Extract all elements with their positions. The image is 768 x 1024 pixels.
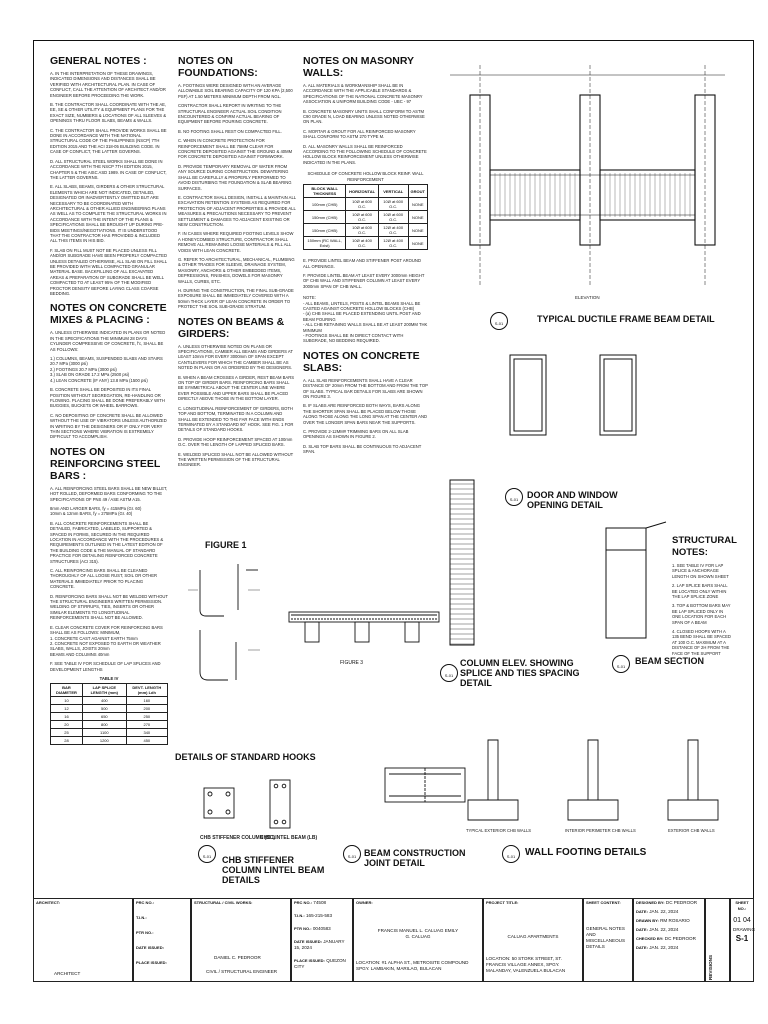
general-notes-paragraph: B. THE CONTRACTOR SHALL COORDINATE WITH THE AE, EE, SE & OTHER UTILITY & EQUIPMENT PLANS FOR THE EXACT SIZE, NUMBERS & LOCATIONS OF ALL SLEEVES & OPENINGS THRU FLOOR SLABS, BEAMS & WALLS.: [50, 102, 167, 124]
lap-splice-header: LAP SPLICE LENGTH (mm): [83, 684, 127, 697]
foundations-paragraph: G. REFER TO ARCHITECTURAL, MECHANICAL, PLUMBING & OTHER TRADES FOR SLEEVE, DRAINAGE SYSTEM, MASONRY, ANCHORS & OTHER EMBEDDED ITEMS, DEPRESSIONS, FINISHES, DOWELS FOR MASONRY WALLS, CURBS, ETC.: [178, 256, 295, 284]
figure-3-drawing: [285, 600, 445, 655]
chb-schedule-header: GROUT: [408, 185, 427, 198]
chb-schedule-cell: NONE: [408, 211, 427, 224]
structural-notes-paragraph: 3. TOP & BOTTOM BARS MAY BE LAP SPLICED ONLY IN ONE LOCATION FOR EACH SPAN OF A BEAM: [672, 603, 731, 625]
structural-notes-title: STRUCTURAL NOTES:: [672, 535, 737, 558]
reinforcing-notes-body: [50, 486, 168, 672]
foundations-paragraph: B. NO FOOTING SHALL REST ON COMPACTED FILL.: [178, 128, 282, 134]
table-row: [51, 721, 168, 729]
wall-footing-title: WALL FOOTING DETAILS: [525, 847, 647, 858]
chb-schedule-cell: NONE: [408, 237, 427, 250]
ductile-beam-title: TYPICAL DUCTILE FRAME BEAM DETAIL: [537, 314, 715, 324]
masonry-extra-paragraph: F. PROVIDE LINTEL BEAM AT LEAST EVERY 3000mm HEIGHT OF CHB WALL AND STIFFENER COLUMN AT LEAST EVERY 3000mm SPAN OF CHB WALL.: [303, 272, 425, 289]
lap-splice-cell: 12: [51, 705, 83, 713]
beams-body: [178, 344, 296, 468]
lap-splice-table: [50, 683, 168, 745]
figure-3-title: FIGURE 3: [340, 660, 364, 666]
beams-title: NOTES ON BEAMS & GIRDERS:: [178, 315, 285, 340]
slabs-paragraph: B. IF SLABS ARE REINFORCED BOTH WAYS, BARS ALONG THE SHORTER SPAN SHALL BE PLACED BELOW THOSE ALONG THOSE ALONG THE LONG SPAN AT THE CENTER AND OVER THE LONGER SPAN BARS NEAR THE SUPPORTS.: [303, 403, 428, 425]
figure-1-title: FIGURE 1: [205, 540, 247, 550]
masonry-title: NOTES ON MASONRY WALLS:: [303, 55, 414, 79]
general-notes-body: [50, 71, 168, 296]
beams-paragraph: A. UNLESS OTHERWISE NOTED ON PLANS OR SPECIFICATIONS, CAMBER ALL BEAMS AND GIRDERS AT LEAST 10mm FOR EVERY 3000mm OF SPAN EXCEPT CANTILEVERS FOR WHICH THE CAMBER SHALL BE AS NOTED IN PLANS OR AS ORDERED BY THE DESIGNERS.: [178, 343, 293, 371]
chb-schedule-header: BLOCK WALL THICKNESS: [304, 185, 346, 198]
lap-splice-cell: 28: [51, 737, 83, 745]
lap-splice-cell: 10: [51, 697, 83, 705]
foundations-paragraph: CONTRACTOR SHALL REPORT IN WRITING TO THE STRUCTURAL ENGINEER ACTUAL SOIL CONDITION ENCOUNTERED & CONFIRM ACTUAL BEARING OF EQUIPMENT BEFORE POURING CONCRETE.: [178, 103, 282, 125]
tb-structural: STRUCTURAL / CIVIL WORKS: DANIEL C. PEDROOR CIVIL / STRUCTURAL ENGINEER: [191, 898, 291, 982]
column-2: [178, 55, 296, 472]
concrete-notes-title: NOTES ON CONCRETE MIXES & PLACING :: [50, 302, 167, 327]
column-elev-drawing: [440, 470, 500, 655]
foundations-body: [178, 83, 296, 310]
tb-structural-license: PRC NO.: 74508 T.I.N.: 165-215-583 PTR NO.: 0040583 DATE ISSUED: JANUARY 15, 2024 PLACE ISSUED: QUEZON CITY: [291, 898, 353, 982]
chb-schedule-title: SCHEDULE OF CONCRETE HOLLOW BLOCK REINF. WALL REINFORCEMENT: [307, 171, 424, 182]
standard-hooks-title: DETAILS OF STANDARD HOOKS: [175, 752, 316, 762]
chb-schedule-cell: 10Ø at 400 O.C.: [346, 237, 379, 250]
column-3: [303, 55, 428, 459]
elevation-label: ELEVATION: [575, 295, 600, 300]
tb-signatories: DESIGNED BY: DC PEDROOR DATE: JAN. 22, 2024 DRAWN BY: RM ROSARIO DATE: JAN. 22, 2024 CHECKED BY: DC PEDROOR DATE: JAN. 22, 2024: [633, 898, 705, 982]
table-row: [51, 713, 168, 721]
table-row: [304, 198, 428, 211]
column-1: [50, 55, 168, 745]
detail-tag-3: [490, 312, 508, 330]
wall-footing-drawing: [458, 720, 743, 830]
foundations-paragraph: C. WHEN IN CONCRETE PROTECTION FOR REINFORCEMENT SHALL BE 75MM CLEAR FOR CONCRETE DEPOSITED AGAINST THE GROUND & 40MM FOR CONCRETE DEPOSITED AGAINST FORMWORK.: [178, 138, 293, 160]
detail-tag-ref: S-01: [347, 854, 357, 859]
chb-schedule-cell: NONE: [408, 198, 427, 211]
chb-lintel-label: CHB LINTEL BEAM (LB): [260, 835, 318, 841]
foundations-paragraph: A. FOOTINGS WERE DESIGNED WITH AN AVERAGE ALLOWABLE SOIL BEARING CAPACITY OF 120 KPA (2,500 PSF) AT 1.50 METERS MINIMUM DEPTH FROM NGL.: [178, 83, 293, 99]
slabs-body: [303, 378, 428, 455]
structural-notes: [672, 535, 737, 660]
chb-schedule-cell: 10Ø at 600 O.C.: [378, 198, 408, 211]
concrete-notes-body: [50, 330, 168, 439]
beam-sections-drawing: [500, 345, 660, 455]
concrete-notes-paragraph: B. CONCRETE SHALL BE DEPOSITED IN ITS FINAL POSITION WITHOUT SEGREGATION, RE-HANDLING OR FLOWING. PLACING SHALL BE DONE PREFERABLY WITH BUGGIES, BUCKETS OR WHEEL BARROWS.: [50, 387, 165, 409]
lap-splice-cell: 16: [51, 713, 83, 721]
title-block: [33, 898, 754, 982]
general-notes-paragraph: C. THE CONTRACTOR SHALL PROVIDE WORKS SHALL BE DONE IN ACCORDANCE WITH THE NATIONAL STRUCTURAL CODE OF THE PHILIPPINES (NSCP) 7TH EDITION 2015 AND THE ACI 318-05 BUILDING CODE. IN CASE OF CONFLICT, THE LATTER GOVERNS.: [50, 127, 167, 155]
detail-tag-7: [502, 845, 520, 863]
detail-tag-ref: S-01: [494, 321, 504, 326]
reinforcing-notes-title: NOTES ON REINFORCING STEEL BARS :: [50, 445, 161, 482]
reinforcing-notes-paragraph: D. REINFORCING BARS SHALL NOT BE WELDED WITHOUT THE STRUCTURAL ENGINEERS WRITTEN PERMISSION. WELDING OF STIRRUPS, TIES, INSERTS OR OTHER SIMILAR ELEMENTS TO LONGITUDINAL REINFORCEMENTS SHALL NOT BE ALLOWED.: [50, 593, 168, 621]
slabs-paragraph: D. SLAB TOP BARS SHALL BE CONTINUOUS TO ADJACENT SPAN.: [303, 443, 422, 455]
column-elev-title: COLUMN ELEV. SHOWING SPLICE AND TIES SPACING DETAIL: [460, 658, 580, 688]
chb-schedule-cell: 150mm (CHB): [304, 224, 346, 237]
detail-tag-6: [612, 655, 630, 673]
table-row: [304, 237, 428, 250]
foundations-paragraph: D. PROVIDE TEMPORARY REMOVAL OF WATER FROM ANY SOURCE DURING CONSTRUCTION. DEWATERING SHALL BE CAREFULLY & PROPERLY PERFORMED TO AVOID DISTURBING THE FOUNDATION & SLAB BEARING SURFACES.: [178, 163, 292, 191]
general-notes-paragraph: D. ALL STRUCTURAL STEEL WORKS SHALL BE DONE IN ACCORDANCE WITH THE NSCP 7TH EDITION 2015, CHAPTER 5 & THE AISC ASD 1989. IN CASE OF CONFLICT, THE LATTER GOVERNS.: [50, 158, 167, 180]
detail-tag-ref: S-01: [444, 673, 454, 678]
figure-1-drawing: [178, 550, 298, 690]
tb-owner: OWNER: FRANCIS MANUEL L. CALUAG EMILY G. CALUAG LOCATION: #1 ALPHA ST., METROSITE COMPOUND SPGY. LAMBAKIN, MARILAO, BULACAN: [353, 898, 483, 982]
ductile-beam-drawing: [440, 55, 730, 300]
chb-schedule-header: HORIZONTAL: [346, 185, 379, 198]
chb-schedule-cell: 10Ø at 600 O.C.: [378, 211, 408, 224]
table-row: [304, 211, 428, 224]
ext-wall-label: EXTERIOR CHB WALLS: [668, 828, 715, 833]
chb-schedule-cell: 100mm (CHB): [304, 198, 346, 211]
concrete-notes-paragraph: A. UNLESS OTHERWISE INDICATED IN PLANS OR NOTED IN THE SPECIFICATIONS THE MINIMUM 28 DAYS CYLINDER COMPRESSIVE OF CONCRETE, f'c, SHALL BE AS FOLLOWS:: [50, 330, 166, 352]
beams-paragraph: E. WELDED SPLICED SHALL NOT BE ALLOWED WITHOUT THE WRITTEN PERMISSION OF THE STRUCTURAL ENGINEER.: [178, 451, 294, 468]
general-notes-paragraph: F. SLAB ON FILL MUST NOT BE PLACED UNLESS FILL AND/OR SUBGRADE HAVE BEEN PROPERLY COMPACTED UNLESS DETAILED OTHERWISE, ALL SLAB ON FILL SHALL BE PROVIDED WITH WELL COMPACTED GRANULAR MATERIAL BASE. BACKFILLING OF ALL EXCAVATED AREAS & PREPARATION OF SUBGRADE SHALL BE WELL COMPACTED TO AT LEAST 95% OF THE MODIFIED PROCTOR DENSITY BEFORE LAYING CLASS COARSE BEDDING.: [50, 247, 167, 297]
chb-schedule-cell: 150mm (CHB): [304, 211, 346, 224]
detail-tag-ref: S-01: [506, 854, 516, 859]
chb-stiffener-drawing: [200, 778, 318, 843]
lap-splice-cell: 800: [83, 721, 127, 729]
chb-schedule-cell: 12Ø at 400 O.C.: [378, 224, 408, 237]
chb-stiffener-label: CHB STIFFENER COLUMN (SC): [200, 835, 275, 841]
chb-schedule-cell: 12Ø at 400 O.C.: [378, 237, 408, 250]
lap-splice-cell: 1200: [83, 737, 127, 745]
reinforcing-notes-paragraph: F. SEE TABLE IV FOR SCHEDULE OF LAP SPLICES AND DEVELOPMENT LENGTHS: [50, 661, 161, 672]
detail-tag-4: [505, 488, 523, 506]
detail-tag-2: [343, 845, 361, 863]
tb-sheet-content: SHEET CONTENT: GENERAL NOTES AND MISCELLANEOUS DETAILS: [583, 898, 633, 982]
chb-lintel-detail-title: CHB STIFFENER COLUMN LINTEL BEAM DETAILS: [222, 855, 325, 885]
typical-ext-label: TYPICAL EXTERIOR CHB WALLS: [466, 828, 532, 833]
chb-schedule-cell: NONE: [408, 224, 427, 237]
detail-tag-1: [198, 845, 216, 863]
detail-tag-ref: S-01: [616, 664, 626, 669]
structural-notes-paragraph: 1. SEE TABLE IV FOR LAP SPLICE & ANCHORAGE LENGTH ON SHOWN SHEET: [672, 563, 729, 579]
tb-architect-license: PRC NO.: T.I.N.: PTR NO.: DATE ISSUED: PLACE ISSUED:: [133, 898, 191, 982]
table-row: [51, 705, 168, 713]
general-notes-title: GENERAL NOTES :: [50, 55, 147, 67]
masonry-extra: [303, 258, 428, 289]
tb-architect: ARCHITECT: ARCHITECT: [33, 898, 133, 982]
slabs-paragraph: A. ALL SLAB REINFORCEMENTS SHALL HAVE A CLEAR DISTANCE OF 20mm FROM THE BOTTOM AND FROM THE TOP OF SLABS. TYPICAL BAR DETAILS FOR SLABS ARE SHOWN ON FIGURE 3.: [303, 377, 428, 399]
lap-splice-header: BAR DIAMETER: [51, 684, 83, 697]
beams-paragraph: B. WHEN A BEAM CROSSES A GIRDER, REST BEAM BARS ON TOP OF GIRDER BARS. REINFORCING BARS SHALL BE SYMMETRICAL ABOUT THE CENTER LINE WHERE EVER POSSIBLE AND UPPER BARS SHALL BE PLACED DIRECTLY ABOVE THOSE IN THE BOTTOM LAYER.: [178, 374, 295, 402]
door-window-drawing: [600, 520, 670, 645]
table-row: [51, 737, 168, 745]
lap-splice-cell: 25: [51, 729, 83, 737]
masonry-extra-paragraph: E. PROVIDE LINTEL BEAM AND STIFFENER POST AROUND ALL OPENINGS.: [303, 258, 421, 269]
masonry-paragraph: B. CONCRETE MASONRY UNITS SHALL CONFORM TO ASTM C90 GRADE N, LOAD BEARING UNLESS NOTED OTHERWISE ON PLAN.: [303, 108, 425, 125]
chb-schedule-cell: 10Ø at 600 O.C.: [346, 224, 379, 237]
detail-tag-ref: S-01: [202, 854, 212, 859]
masonry-body: [303, 83, 428, 165]
reinforcing-notes-paragraph: C. ALL REINFORCING BARS SHALL BE CLEANED THOROUGHLY OF ALL LOOSE RUST, SOIL OR OTHER MATERIALS IMMEDIATELY PRIOR TO PLACING CONCRETE.: [50, 568, 158, 590]
reinforcing-notes-paragraph: B. ALL CONCRETE REINFORCEMENTS SHALL BE DETAILED, FABRICATED, LABELED, SUPPORTED & SPACED IN FORMS, SECURED IN THE REQUIRED LOCATION IN ACCORDANCE WITH THE PROCEDURES & REQUIREMENTS OUTLINED IN THE LATEST EDITION OF THE BUILDING CODE & THE MANUAL OF STANDARD PRACTICE FOR DETAILING REINFORCED CONCRETE STRUCTURES (ACI 315).: [50, 520, 164, 564]
beam-section-title: BEAM SECTION: [635, 656, 705, 666]
reinforcing-notes-paragraph: 8mm AND LARGER BARS, fy = 415MPa (Gr. 60) 10mm & 12mm BARS, fy = 275MPa (Gr. 40): [50, 505, 142, 517]
lap-splice-cell: 200: [126, 705, 167, 713]
interior-wall-label: INTERIOR PERIMETER CHB WALLS: [565, 828, 636, 833]
slabs-paragraph: C. PROVIDE 2-12MM# TRIMMING BARS ON ALL SLAB OPENINGS AS SHOWN IN FIGURE 2.: [303, 429, 409, 440]
chb-schedule-header: VERTICAL: [378, 185, 408, 198]
general-notes-paragraph: A. IN THE INTERPRETATION OF THESE DRAWINGS, INDICATED DIMENSIONS AND DISTANCES SHALL BE VERIFIED WITH ARCHITECTURAL PLAN. IN CASE OF CONFLICT, CALL THE ATTENTION OF ARCHITECT AND/OR ENGINEER BEFORE PROCEEDING THE WORK.: [50, 71, 166, 98]
table-row: [51, 729, 168, 737]
foundations-paragraph: H. DURING THE CONSTRUCTION, THE FINAL SUB-GRADE EXPOSURE SHALL BE IMMEDIATELY COVERED WITH A 50mm THICK LAYER OF LEAN CONCRETE IN ORDER TO PROTECT THE SOIL SUB-GRADE STRATUM.: [178, 288, 294, 310]
door-window-title: DOOR AND WINDOW OPENING DETAIL: [527, 490, 618, 510]
lap-splice-cell: 400: [83, 697, 127, 705]
lap-splice-cell: 20: [51, 721, 83, 729]
lap-splice-cell: 450: [126, 737, 167, 745]
concrete-notes-paragraph: 1.) COLUMNS, BEAMS, SUSPENDED SLABS AND STAIRS 20.7 MPa (3000 psi) 2.) FOOTINGS 20.7 MPa (3000 psi) 3.) SLAB ON GRADE 17.2 MPa (2500 psi) 4.) LEAN CONCRETE (IF ANY) 13.8 MPa (1500 psi): [50, 356, 163, 383]
chb-schedule-cell: 150mm (RC WALL, Exist): [304, 237, 346, 250]
masonry-paragraph: A. ALL MATERIALS & WORKMANSHIP SHALL BE IN ACCORDANCE WITH THE APPLICABLE STANDARDS & SPECIFICATIONS OF THE NATIONAL CONCRETE MASONRY ASSOCIATION & UNIFORM BUILDING CODE - UBC - 97: [303, 83, 423, 105]
beams-paragraph: C. LONGITUDINAL REINFORCEMENT OF GIRDERS, BOTH TOP AND BOTTOM, TERMINATED IN A COLUMN AND SHALL BE EXTENDED TO THE FAR FACE WITH ENDS TERMINATED BY A STANDARD 90° HOOK. SEE FIG. 1 FOR DETAILS OF STANDARD HOOKS.: [178, 405, 294, 433]
tb-project: PROJECT TITLE: CALUAG APARTMENTS LOCATION: 50 STORK STREET, ST. FRANCIS VILLAGE ANNEX, SPGY. MALANDAY, VALENZUELA BULACAN: [483, 898, 583, 982]
structural-notes-paragraph: 4. CLOSED HOOPS WITH A 135 BEND SHALL BE SPACED AT 100 O.C. MAXIMUM AT A DISTANCE OF 2H FROM THE FACE OF THE SUPPORT: [672, 629, 731, 656]
lap-splice-cell: 160: [126, 697, 167, 705]
general-notes-paragraph: E. ALL SLABS, BEAMS, GIRDERS & OTHER STRUCTURAL ELEMENTS WHICH ARE NOT INDICATED, DETAILED, DESIGNATED OR INADVERTENTLY OMITTED BUT ARE NECESSARY TO BE COORDINATED WITH ARCHITECTURAL & OTHER ALLIED ENGINEERING PLANS AS WELL AS TO COMPLETE THE STRUCTURAL WORKS IN ACCORDANCE WITH THE INTENT OF THE PLANS & SPECIFICATIONS SHALL BE BROUGHT UP DURING PRE-BIDS MEETINGS/NEGOTIATIONS. IT IS UNDERSTOOD THAT THE CONTRACTOR HAS PROVIDED & INCLUDED ALL THIS ITEMS IN HIS BID.: [50, 184, 167, 244]
lap-splice-cell: 340: [126, 729, 167, 737]
detail-tag-5: [440, 664, 458, 682]
structural-notes-paragraph: 2. LAP SPLICE BARS SHALL BE LOCATED ONLY WITHIN THE LAP SPLICE ZONE: [672, 583, 728, 600]
masonry-paragraph: C. MORTAR & GROUT FOR ALL REINFORCED MASONRY SHALL CONFORM TO ASTM 270 TYPE M.: [303, 128, 416, 140]
masonry-note: NOTE: - ALL BEAMS, LINTELS, POSTS & LINTEL BEAMS SHALL BE CASTED AGAINST CONCRETE HOLLOW BLOCKS (CHB) - (a) CHB SHALL BE PLACED EXTENDING UNTIL POST AND BEAM POURING - ALL CHB RETAINING WALLS SHALL BE AT LEAST 200MM THK MINIMUM - FOOTINGS SHALL BE IN DIRECT CONTACT WITH SUBGRADE, NO BEDDING REQUIRED.: [303, 295, 428, 344]
detail-tag-ref: S-01: [509, 497, 519, 502]
lap-splice-header: DEVT. LENGTH (mm) Ldh: [126, 684, 167, 697]
slabs-title: NOTES ON CONCRETE SLABS:: [303, 349, 420, 374]
reinforcing-notes-paragraph: A. ALL REINFORCING STEEL BARS SHALL BE NEW BILLET, HOT ROLLED, DEFORMED BARS CONFORMING TO THE SPECIFICATIONS OF PNS 49 / ASE ASTM A15.: [50, 485, 168, 502]
masonry-paragraph: D. ALL MASONRY WALLS SHALL BE REINFORCED ACCORDING TO THE FOLLOWING SCHEDULE OF CONCRETE HOLLOW BLOCK REINFORCEMENT UNLESS OTHERWISE INDICATED IN THE PLANS.: [303, 143, 427, 165]
chb-schedule-table: [303, 184, 428, 250]
lap-splice-cell: 250: [126, 713, 167, 721]
lap-splice-cell: 650: [83, 713, 127, 721]
lap-splice-cell: 500: [83, 705, 127, 713]
reinforcing-notes-paragraph: E. CLEAR CONCRETE COVER FOR REINFORCING BARS SHALL BE AS FOLLOWS: MINIMUM, 1. CONCRETE CAST AGAINST EARTH 75mm 2. CONCRETE NOT EXPOSED TO EARTH OR WEATHER SLABS, WALLS, JOISTS 20mm BEAMS AND COLUMNS 40mm: [50, 624, 163, 657]
tb-sheet-no: SHEET NO.: 01 04 DRAWING S-1: [730, 898, 754, 982]
foundations-paragraph: E. CONTRACTOR SHALL DESIGN, INSTALL & MAINTAIN ALL EXCAVATION RETENTION SYSTEMS AS REQUIRED FOR PROTECTION OF ADJACENT PROPERTIES & PROVIDE ALL MEASURES & PRECAUTIONS NECESSARY TO PREVENT SETTLEMENT & DAMAGES TO ADJACENT EXISTING OR NEW CONSTRUCTION.: [178, 194, 296, 227]
chb-schedule-cell: 10Ø at 600 O.C.: [346, 211, 379, 224]
beams-paragraph: D. PROVIDE HOOP REINFORCEMENT SPACED AT 100mm O.C. OVER THE LENGTH OF LAPPED SPLICED BARS.: [178, 436, 293, 448]
construction-joint-title: BEAM CONSTRUCTION JOINT DETAIL: [364, 848, 466, 868]
chb-schedule-cell: 10Ø at 600 O.C.: [346, 198, 379, 211]
concrete-notes-paragraph: C. NO DEPOSITING OF CONCRETE SHALL BE ALLOWED WITHOUT THE USE OF VIBRATORS UNLESS AUTHORIZED IN WRITING BY THE DESIGNERS OR IF ONLY FOR VERY THIN SECTIONS WHERE VIBRATION IS EXTREMELY DIFFICULT TO ACCOMPLISH.: [50, 412, 167, 440]
lap-splice-cell: 270: [126, 721, 167, 729]
table-row: [51, 697, 168, 705]
tb-revisions: REVISIONS: [705, 898, 730, 982]
table-row: [304, 224, 428, 237]
structural-notes-body: [672, 563, 732, 656]
table-iv-title: TABLE IV: [99, 675, 119, 681]
foundations-paragraph: F. IN CASES WHERE REQUIRED FOOTING LEVELS SHOW A HONEYCOMBED STRUCTURE, CONTRACTOR SHALL REMOVE ALL REMAINING LOOSE MATERIALS & FILL ALL VOIDS WITH LEAN CONCRETE.: [178, 231, 294, 253]
foundations-title: NOTES ON FOUNDATIONS:: [178, 55, 258, 79]
lap-splice-cell: 1100: [83, 729, 127, 737]
